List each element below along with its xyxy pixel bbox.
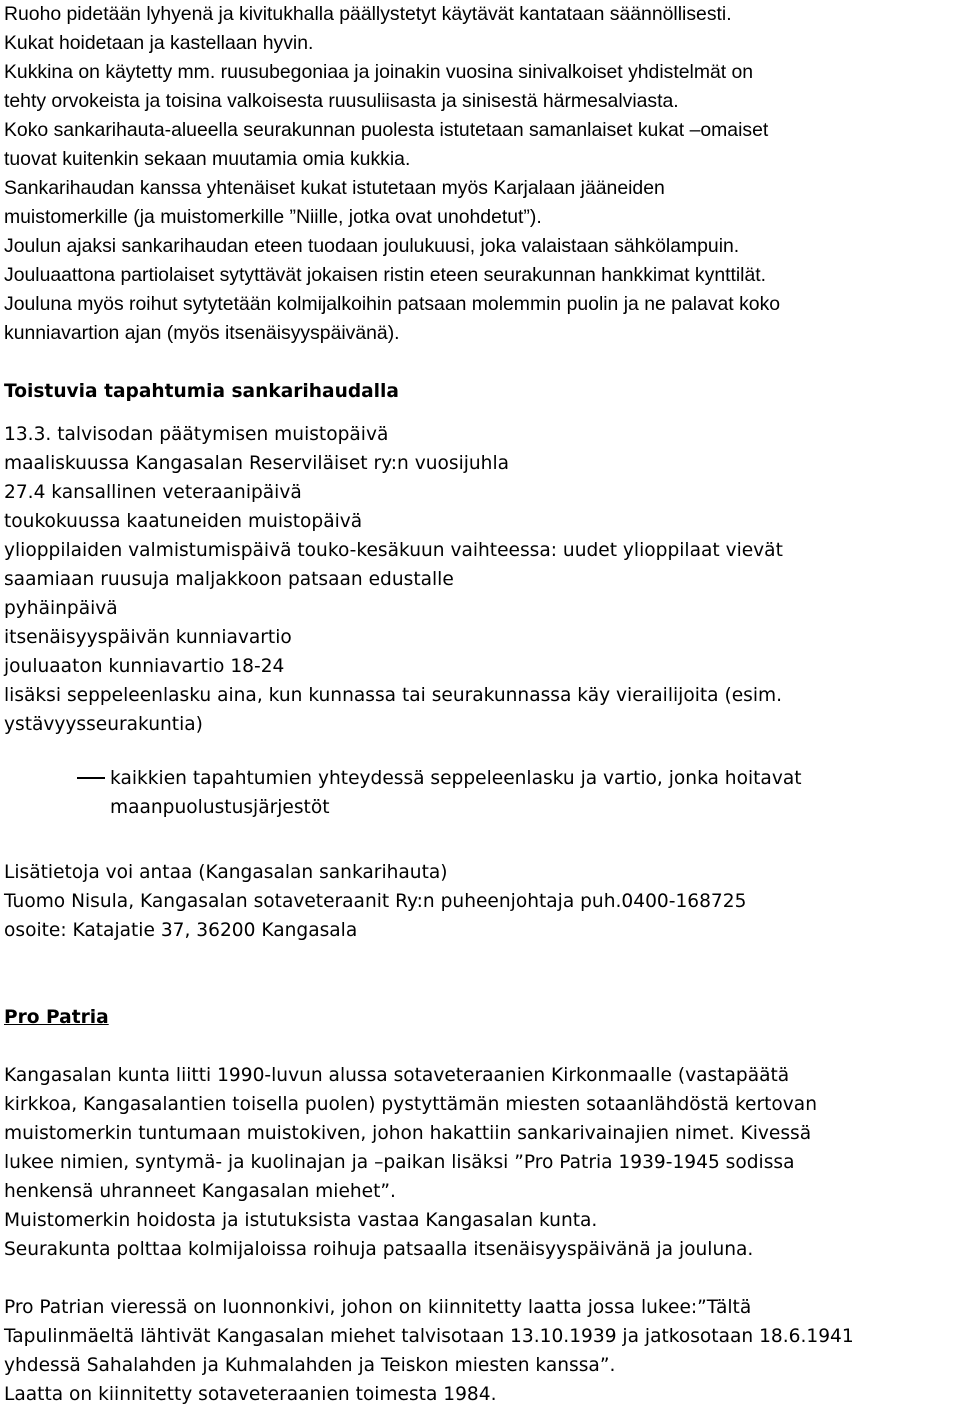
contact-line: osoite: Katajatie 37, 36200 Kangasala — [4, 920, 358, 941]
pro-patria-line: Kangasalan kunta liitti 1990-luvun alussa sotaveteraanien Kirkonmaalle (vastapäätä — [4, 1065, 790, 1086]
spacer — [4, 945, 956, 1003]
pro-patria-line: lukee nimien, syntymä- ja kuolinajan ja –paikan lisäksi ”Pro Patria 1939-1945 sodissa — [4, 1152, 795, 1173]
intro-line: kunniavartion ajan (myös itsenäisyyspäivänä). — [4, 322, 400, 344]
bullet-line: kaikkien tapahtumien yhteydessä seppeleenlasku ja vartio, jonka hoitavat — [110, 768, 802, 789]
event-line: lisäksi seppeleenlasku aina, kun kunnassa tai seurakunnassa käy vierailijoita (esim. — [4, 685, 783, 706]
intro-line: muistomerkille (ja muistomerkille ”Niille, jotka ovat unohdetut”). — [4, 206, 542, 228]
bullet-item — [77, 764, 956, 822]
intro-line: Joulun ajaksi sankarihaudan eteen tuodaan joulukuusi, joka valaistaan sähkölampuin. — [4, 235, 740, 257]
events-section — [4, 377, 956, 822]
event-line: pyhäinpäivä — [4, 598, 118, 619]
document-page — [4, 0, 956, 1409]
event-line: 13.3. talvisodan päätymisen muistopäivä — [4, 424, 389, 445]
event-line: 27.4 kansallinen veteraanipäivä — [4, 482, 302, 503]
pro-patria-heading: Pro Patria — [4, 1007, 109, 1028]
intro-line: Koko sankarihauta-alueella seurakunnan puolesta istutetaan samanlaiset kukat –omaiset — [4, 119, 769, 141]
event-line: ystävyysseurakuntia) — [4, 714, 203, 735]
intro-line: tehty orvokeista ja toisina valkoisesta ruusuliisasta ja sinisestä härmesalviasta. — [4, 90, 679, 112]
event-line: maaliskuussa Kangasalan Reserviläiset ry:n vuosijuhla — [4, 453, 510, 474]
event-line: toukokuussa kaatuneiden muistopäivä — [4, 511, 363, 532]
event-line: itsenäisyyspäivän kunniavartio — [4, 627, 292, 648]
pro-patria-line: Muistomerkin hoidosta ja istutuksista vastaa Kangasalan kunta. — [4, 1210, 598, 1231]
event-line: saamiaan ruusuja maljakkoon patsaan edustalle — [4, 569, 454, 590]
spacer — [4, 1264, 956, 1293]
bullet-line: maanpuolustusjärjestöt — [110, 797, 330, 818]
bullet-text — [110, 764, 802, 822]
intro-line: Sankarihaudan kanssa yhtenäiset kukat istutetaan myös Karjalaan jääneiden — [4, 177, 665, 199]
spacer — [4, 406, 956, 420]
intro-line: tuovat kuitenkin sekaan muutamia omia kukkia. — [4, 148, 411, 170]
intro-line: Kukat hoidetaan ja kastellaan hyvin. — [4, 32, 314, 54]
pro-patria-section — [4, 1003, 956, 1409]
event-line: ylioppilaiden valmistumispäivä touko-kesäkuun vaihteessa: uudet ylioppilaat vievät — [4, 540, 783, 561]
intro-line: Ruoho pidetään lyhyenä ja kivitukhalla päällystetyt käytävät kantataan säännöllisesti. — [4, 3, 732, 25]
pro-patria-line: kirkkoa, Kangasalantien toisella puolen) pystyttämän miesten sotaanlähdöstä kertovan — [4, 1094, 817, 1115]
event-line: jouluaaton kunniavartio 18-24 — [4, 656, 285, 677]
spacer — [4, 348, 956, 377]
spacer — [4, 739, 956, 764]
pro-patria-line: yhdessä Sahalahden ja Kuhmalahden ja Teiskon miesten kanssa”. — [4, 1355, 616, 1376]
pro-patria-line: muistomerkin tuntumaan muistokiven, johon hakattiin sankarivainajien nimet. Kivessä — [4, 1123, 812, 1144]
intro-line: Kukkina on käytetty mm. ruusubegoniaa ja joinakin vuosina sinivalkoiset yhdistelmät on — [4, 61, 754, 83]
spacer — [4, 1032, 956, 1061]
events-heading: Toistuvia tapahtumia sankarihaudalla — [4, 381, 399, 402]
pro-patria-line: Pro Patrian vieressä on luonnonkivi, johon on kiinnitetty laatta jossa lukee:”Tältä — [4, 1297, 752, 1318]
spacer — [4, 822, 956, 858]
pro-patria-line: Seurakunta polttaa kolmijaloissa roihuja patsaalla itsenäisyyspäivänä ja jouluna. — [4, 1239, 754, 1260]
intro-line: Jouluna myös roihut sytytetään kolmijalkoihin patsaan molemmin puolin ja ne palavat koko — [4, 293, 781, 315]
contact-line: Tuomo Nisula, Kangasalan sotaveteraanit Ry:n puheenjohtaja puh.0400-168725 — [4, 891, 747, 912]
pro-patria-line: Laatta on kiinnitetty sotaveteraanien toimesta 1984. — [4, 1384, 497, 1405]
pro-patria-line: henkensä uhranneet Kangasalan miehet”. — [4, 1181, 396, 1202]
dash-bullet-icon — [77, 764, 110, 779]
contact-section — [4, 858, 956, 945]
intro-line: Jouluaattona partiolaiset sytyttävät jokaisen ristin eteen seurakunnan hankkimat kynttilät. — [4, 264, 767, 286]
intro-section — [4, 0, 956, 348]
contact-line: Lisätietoja voi antaa (Kangasalan sankarihauta) — [4, 862, 448, 883]
pro-patria-line: Tapulinmäeltä lähtivät Kangasalan miehet talvisotaan 13.10.1939 ja jatkosotaan 18.6.1941 — [4, 1326, 854, 1347]
